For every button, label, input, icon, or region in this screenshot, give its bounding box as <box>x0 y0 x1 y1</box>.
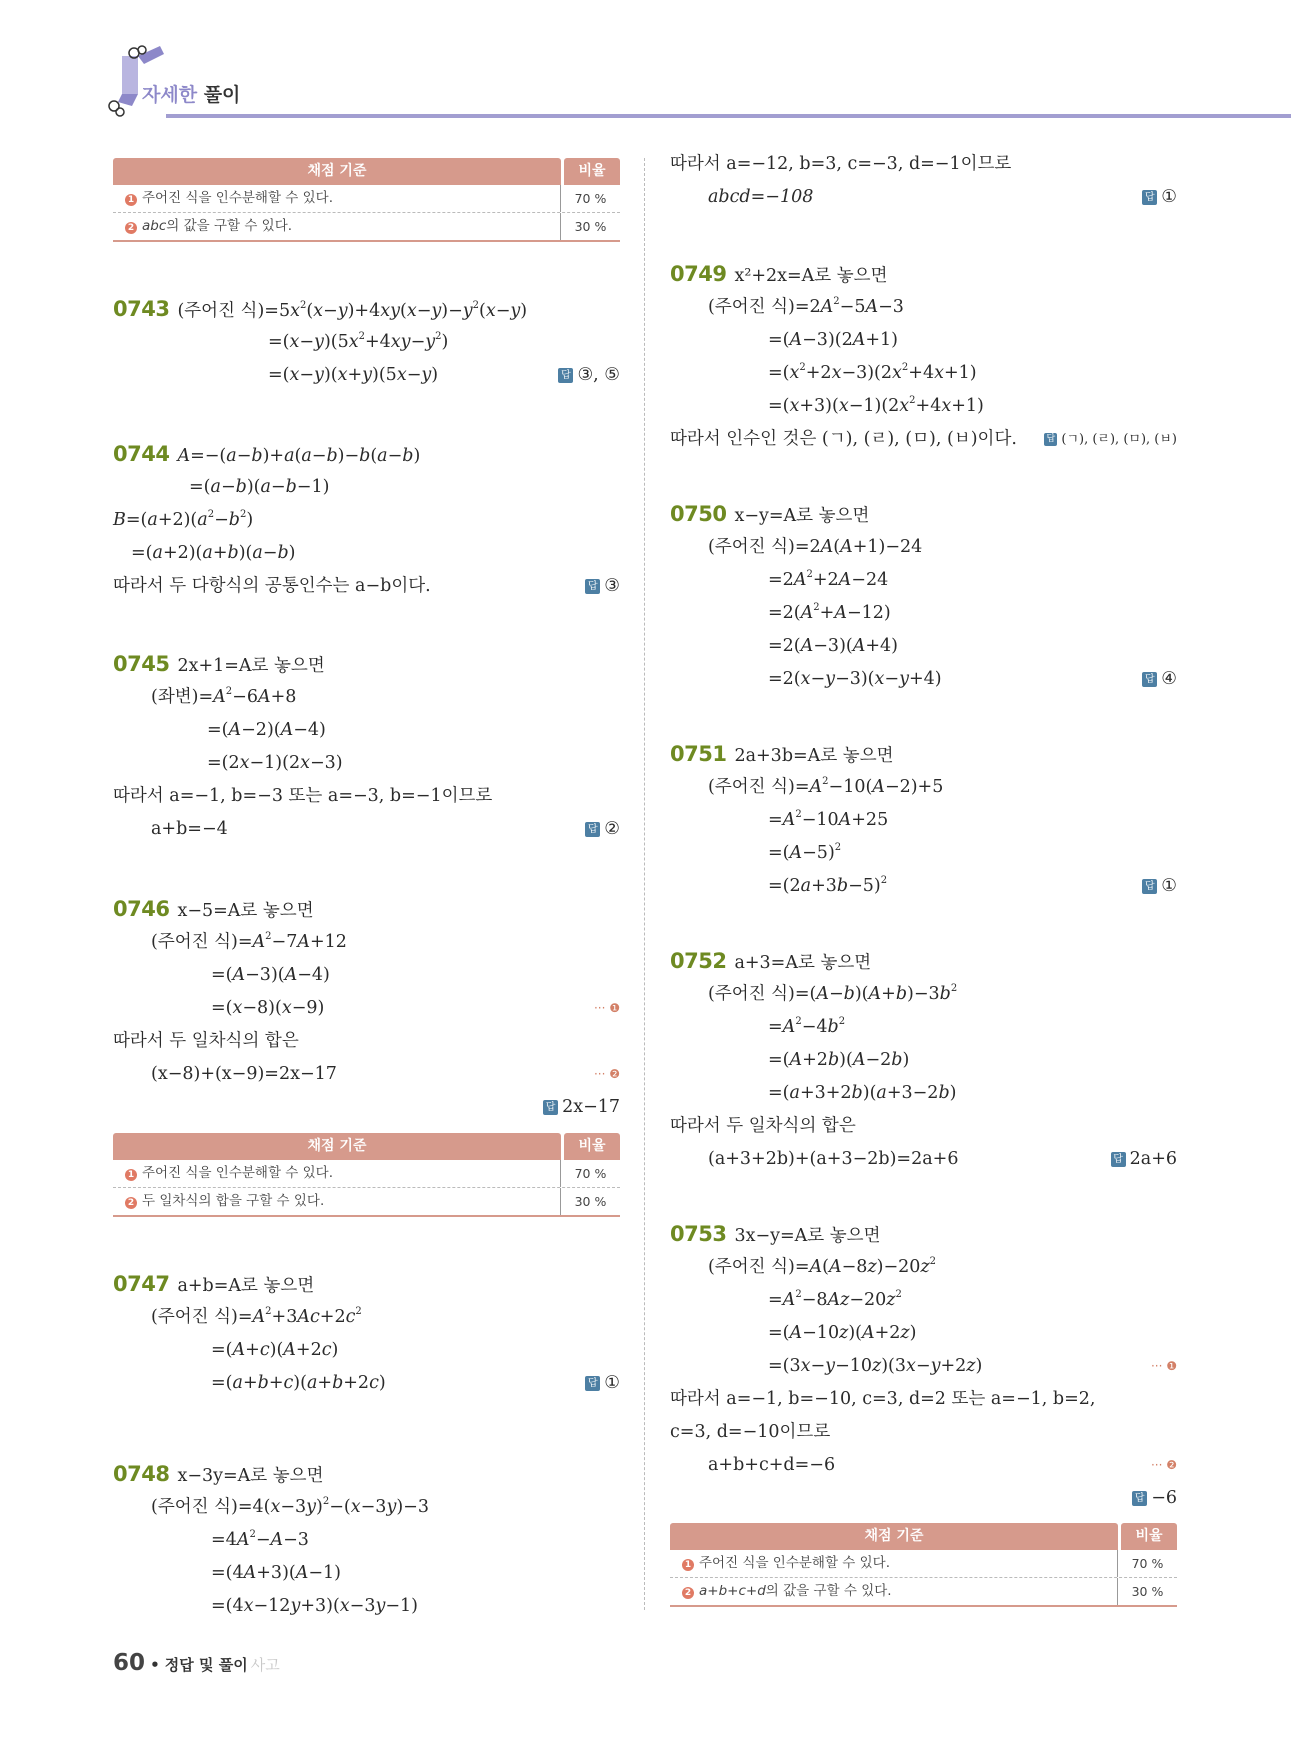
step-mark-1: ··· ❶ <box>593 1001 620 1015</box>
score-row: 1 주어진 식을 인수분해할 수 있다. 70 % <box>113 185 620 213</box>
step-2-icon: 2 <box>125 222 137 234</box>
problem-number: 0750 <box>670 502 727 526</box>
problem-number: 0743 <box>113 297 170 321</box>
answer-badge: 답 2x−17 <box>543 1091 620 1124</box>
page-title <box>142 80 240 107</box>
problem-number: 0746 <box>113 897 170 921</box>
answer-badge: 답 ② <box>585 813 620 846</box>
problem-number: 0745 <box>113 652 170 676</box>
step-1-icon: 1 <box>125 1169 137 1181</box>
footer-watermark: 사고 <box>250 1656 280 1674</box>
score-header-criteria: 채점 기준 <box>113 1133 561 1160</box>
problem-0747: 0747 a+b=A로 놓으면 (주어진 식)$=A^2+3Ac+2c^2$ =(A+c)(A+2c) =(a+b+c)(a+b+2c) 답 ① <box>113 1268 620 1400</box>
problem-number: 0753 <box>670 1222 727 1246</box>
score-header-ratio: 비율 <box>564 1133 620 1160</box>
problem-0743: 0743 (주어진 식)$=5x^2(x-y)+4xy(x-y)-y^2(x-y)$ $=(x-y)(5x^2+4xy-y^2)$ =(x−y)(x+y)(5x−y) 답 ③, ⑤ <box>113 293 620 392</box>
problem-0753: 0753 3x−y=A로 놓으면 (주어진 식)$=A(A-8z)-20z^2$ $=A^2-8Az-20z^2$ =(A−10z)(A+2z) =(3x−y−10z)(3x−y+2z) ··· ❶ 따라서 a=−1, b=−10, c=3, d=2 또는 a=−1, b=2, c=3, d=−10이므로 a+b+c+d=−6 ··· ❷ 답 −6 <box>670 1218 1177 1515</box>
step-mark-2: ··· ❷ <box>593 1067 620 1081</box>
page-footer <box>113 1650 280 1676</box>
problem-number: 0744 <box>113 442 170 466</box>
problem-0746: 0746 x−5=A로 놓으면 (주어진 식)$=A^2-7A+12$ =(A−3)(A−4) =(x−8)(x−9) ··· ❶ 따라서 두 일차식의 합은 (x−8)+(x−9)=2x−17 ··· ❷ 답 2x−17 <box>113 893 620 1124</box>
answer-badge: 답 (ㄱ), (ㄹ), (ㅁ), (ㅂ) <box>1044 423 1177 456</box>
column-divider <box>644 158 645 1610</box>
problem-0751: 0751 2a+3b=A로 놓으면 (주어진 식)$=A^2-10(A-2)+5$ $=A^2-10A+25$ $=(A-5)^2$ $=(2a+3b-5)^2$ 답 ① <box>670 738 1177 903</box>
score-header-criteria: 채점 기준 <box>113 158 561 185</box>
score-row: 1 주어진 식을 인수분해할 수 있다. 70 % <box>113 1160 620 1188</box>
answer-badge: 답 ① <box>1142 181 1177 214</box>
score-row: 2 abc의 값을 구할 수 있다. 30 % <box>113 213 620 242</box>
score-table-0753 <box>670 1523 1177 1607</box>
score-header-ratio: 비율 <box>1121 1523 1177 1550</box>
step-2-icon: 2 <box>125 1197 137 1209</box>
score-row: 2 a+b+c+d의 값을 구할 수 있다. 30 % <box>670 1578 1177 1607</box>
score-table-0742 <box>113 158 620 242</box>
problem-number: 0751 <box>670 742 727 766</box>
answer-badge: 답 ③ <box>585 570 620 603</box>
problem-0752: 0752 a+3=A로 놓으면 (주어진 식)$=(A-b)(A+b)-3b^2$ $=A^2-4b^2$ =(A+2b)(A−2b) =(a+3+2b)(a+3−2b) 따라서 두 일차식의 합은 (a+3+2b)+(a+3−2b)=2a+6 답 2a+6 <box>670 945 1177 1176</box>
problem-0748: 0748 x−3y=A로 놓으면 (주어진 식)$=4(x-3y)^2-(x-3y)-3$ $=4A^2-A-3$ =(4A+3)(A−1) =(4x−12y+3)(x−3y−1) <box>113 1462 429 1616</box>
footer-dot: • <box>150 1656 160 1674</box>
problem-0750: 0750 x−y=A로 놓으면 (주어진 식)=2A(A+1)−24 $=2A^2+2A-24$ $=2(A^2+A-12)$ =2(A−3)(A+4) =2(x−y−3)(x−y+4) 답 ④ <box>670 498 1177 696</box>
score-row: 2 두 일차식의 합을 구할 수 있다. 30 % <box>113 1188 620 1217</box>
score-row: 1 주어진 식을 인수분해할 수 있다. 70 % <box>670 1550 1177 1578</box>
problem-0749: 0749 x²+2x=A로 놓으면 (주어진 식)$=2A^2-5A-3$ =(A−3)(2A+1) $=(x^2+2x-3)(2x^2+4x+1)$ $=(x+3)(x-1)(2x^2+4x+1)$ 따라서 인수인 것은 (ㄱ), (ㄹ), (ㅁ), (ㅂ)이다. 답 (ㄱ), (ㄹ), (ㅁ), (ㅂ) <box>670 258 1177 456</box>
step-mark-2: ··· ❷ <box>1150 1458 1177 1472</box>
score-header-criteria: 채점 기준 <box>670 1523 1118 1550</box>
step-1-icon: 1 <box>125 194 137 206</box>
problem-number: 0749 <box>670 262 727 286</box>
problem-0744: 0744 A=−(a−b)+a(a−b)−b(a−b) =(a−b)(a−b−1) $B=(a+2)(a^2-b^2)$ =(a+2)(a+b)(a−b) 따라서 두 다항식의 공통인수는 a−b이다. 답 ③ <box>113 438 620 603</box>
score-table-0746 <box>113 1133 620 1217</box>
header-rule <box>166 114 1291 118</box>
title-light-text: 자세한 <box>142 84 198 106</box>
answer-badge: 답 ① <box>585 1367 620 1400</box>
problem-number: 0748 <box>113 1462 170 1486</box>
answer-badge: 답 ① <box>1142 870 1177 903</box>
title-bold-text: 풀이 <box>203 84 241 106</box>
footer-section-title: 정답 및 풀이 <box>164 1656 248 1674</box>
problem-number: 0752 <box>670 949 727 973</box>
step-2-icon: 2 <box>682 1587 694 1599</box>
problem-0745: 0745 2x+1=A로 놓으면 (좌변)$=A^2-6A+8$ =(A−2)(A−4) =(2x−1)(2x−3) 따라서 a=−1, b=−3 또는 a=−3, b=−1이므로 a+b=−4 답 ② <box>113 648 620 846</box>
answer-badge: 답 2a+6 <box>1111 1143 1177 1176</box>
problem-0748-continued: 따라서 a=−12, b=3, c=−3, d=−1이므로 abcd=−108 답 ① <box>670 148 1177 214</box>
answer-badge: 답 −6 <box>1132 1482 1177 1515</box>
score-header-ratio: 비율 <box>564 158 620 185</box>
problem-number: 0747 <box>113 1272 170 1296</box>
answer-badge: 답 ④ <box>1142 663 1177 696</box>
page-number: 60 <box>113 1650 146 1676</box>
answer-badge: 답 ③, ⑤ <box>558 359 620 392</box>
step-mark-1: ··· ❶ <box>1150 1359 1177 1373</box>
step-1-icon: 1 <box>682 1559 694 1571</box>
page-header <box>108 44 1291 124</box>
